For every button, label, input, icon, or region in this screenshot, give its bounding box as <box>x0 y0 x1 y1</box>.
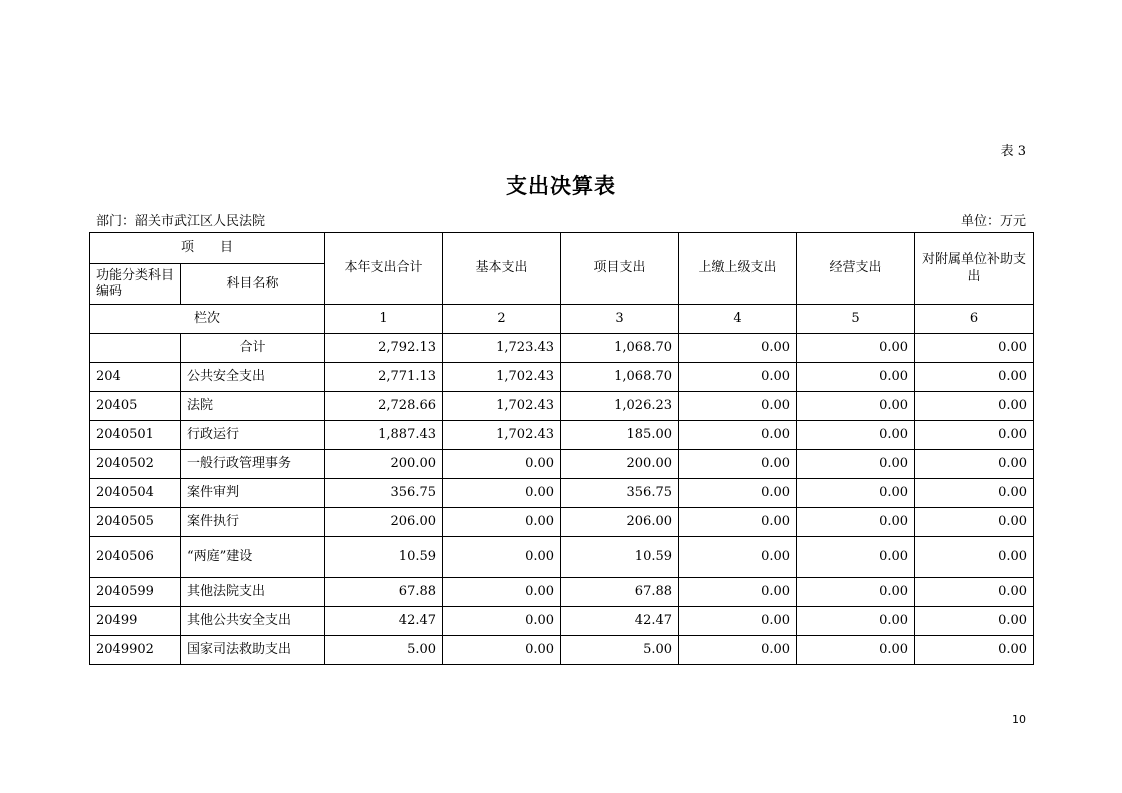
row-value: 0.00 <box>797 479 915 508</box>
row-value: 0.00 <box>915 479 1034 508</box>
row-value: 0.00 <box>915 421 1034 450</box>
row-value: 67.88 <box>561 578 679 607</box>
table-row <box>90 479 1034 508</box>
row-value: 67.88 <box>325 578 443 607</box>
table-body <box>90 334 1034 665</box>
row-value: 0.00 <box>915 508 1034 537</box>
header-col-2: 基本支出 <box>443 233 561 305</box>
department-label: 部门：韶关市武江区人民法院 <box>96 214 266 229</box>
row-name: 合计 <box>181 334 325 363</box>
header-column-index: 栏次 <box>90 305 325 334</box>
header-subject-name: 科目名称 <box>181 264 325 305</box>
row-value: 0.00 <box>679 334 797 363</box>
table-row <box>90 421 1034 450</box>
row-value: 0.00 <box>797 636 915 665</box>
row-value: 0.00 <box>797 334 915 363</box>
row-value: 0.00 <box>915 607 1034 636</box>
row-value: 200.00 <box>561 450 679 479</box>
row-value: 0.00 <box>679 421 797 450</box>
row-value: 0.00 <box>443 479 561 508</box>
row-value: 42.47 <box>325 607 443 636</box>
row-name: 一般行政管理事务 <box>181 450 325 479</box>
row-code: 20499 <box>90 607 181 636</box>
row-value: 5.00 <box>325 636 443 665</box>
header-col-6: 对附属单位补助支出 <box>915 233 1034 305</box>
row-value: 0.00 <box>797 578 915 607</box>
table-row <box>90 607 1034 636</box>
row-code: 2049902 <box>90 636 181 665</box>
row-value: 0.00 <box>679 450 797 479</box>
row-value: 0.00 <box>915 537 1034 578</box>
row-code: 20405 <box>90 392 181 421</box>
column-number: 1 <box>325 305 443 334</box>
row-name: 公共安全支出 <box>181 363 325 392</box>
table-number-label: 表 3 <box>1000 144 1026 159</box>
row-name: 其他法院支出 <box>181 578 325 607</box>
row-value: 0.00 <box>915 334 1034 363</box>
row-name: 其他公共安全支出 <box>181 607 325 636</box>
row-value: 1,702.43 <box>443 363 561 392</box>
row-value: 0.00 <box>679 636 797 665</box>
row-value: 1,723.43 <box>443 334 561 363</box>
table-row <box>90 636 1034 665</box>
row-name: 国家司法救助支出 <box>181 636 325 665</box>
row-value: 0.00 <box>915 636 1034 665</box>
row-value: 0.00 <box>679 607 797 636</box>
row-value: 0.00 <box>679 363 797 392</box>
header-func-code: 功能分类科目编码 <box>90 264 181 305</box>
row-value: 0.00 <box>679 479 797 508</box>
row-value: 0.00 <box>797 607 915 636</box>
table-row <box>90 578 1034 607</box>
row-value: 42.47 <box>561 607 679 636</box>
row-value: 0.00 <box>443 508 561 537</box>
row-value: 5.00 <box>561 636 679 665</box>
row-value: 10.59 <box>561 537 679 578</box>
row-value: 185.00 <box>561 421 679 450</box>
row-value: 206.00 <box>561 508 679 537</box>
row-code: 2040501 <box>90 421 181 450</box>
table-row <box>90 334 1034 363</box>
row-value: 1,026.23 <box>561 392 679 421</box>
table-row <box>90 392 1034 421</box>
row-value: 0.00 <box>915 392 1034 421</box>
row-value: 0.00 <box>797 392 915 421</box>
page-number: 10 <box>1012 713 1026 726</box>
row-value: 0.00 <box>915 450 1034 479</box>
column-number: 2 <box>443 305 561 334</box>
row-value: 356.75 <box>325 479 443 508</box>
header-col-1: 本年支出合计 <box>325 233 443 305</box>
row-value: 0.00 <box>915 363 1034 392</box>
row-value: 1,068.70 <box>561 334 679 363</box>
row-value: 0.00 <box>443 537 561 578</box>
header-item: 项 目 <box>90 233 325 264</box>
table-row <box>90 450 1034 479</box>
row-value: 0.00 <box>915 578 1034 607</box>
unit-label: 单位：万元 <box>960 214 1026 229</box>
row-code: 204 <box>90 363 181 392</box>
row-value: 1,887.43 <box>325 421 443 450</box>
row-value: 200.00 <box>325 450 443 479</box>
row-value: 0.00 <box>679 537 797 578</box>
row-value: 356.75 <box>561 479 679 508</box>
row-value: 10.59 <box>325 537 443 578</box>
row-code <box>90 334 181 363</box>
column-number: 5 <box>797 305 915 334</box>
row-value: 0.00 <box>443 450 561 479</box>
row-value: 2,792.13 <box>325 334 443 363</box>
page-title: 支出决算表 <box>506 174 616 198</box>
header-col-5: 经营支出 <box>797 233 915 305</box>
expenditure-table <box>89 232 1034 665</box>
row-value: 0.00 <box>679 392 797 421</box>
row-name: 案件审判 <box>181 479 325 508</box>
row-value: 0.00 <box>443 636 561 665</box>
row-code: 2040599 <box>90 578 181 607</box>
row-value: 0.00 <box>797 537 915 578</box>
row-code: 2040505 <box>90 508 181 537</box>
row-value: 0.00 <box>797 450 915 479</box>
column-number: 6 <box>915 305 1034 334</box>
row-value: 0.00 <box>443 578 561 607</box>
table-row <box>90 508 1034 537</box>
row-value: 1,702.43 <box>443 421 561 450</box>
row-name: 法院 <box>181 392 325 421</box>
row-value: 2,728.66 <box>325 392 443 421</box>
row-value: 0.00 <box>797 508 915 537</box>
row-value: 206.00 <box>325 508 443 537</box>
row-value: 0.00 <box>679 508 797 537</box>
row-name: “两庭”建设 <box>181 537 325 578</box>
table-row <box>90 537 1034 578</box>
row-value: 0.00 <box>443 607 561 636</box>
row-value: 0.00 <box>797 421 915 450</box>
row-name: 案件执行 <box>181 508 325 537</box>
row-value: 1,068.70 <box>561 363 679 392</box>
row-value: 2,771.13 <box>325 363 443 392</box>
column-number: 4 <box>679 305 797 334</box>
row-code: 2040504 <box>90 479 181 508</box>
row-code: 2040502 <box>90 450 181 479</box>
row-name: 行政运行 <box>181 421 325 450</box>
header-col-4: 上缴上级支出 <box>679 233 797 305</box>
row-value: 0.00 <box>679 578 797 607</box>
row-value: 0.00 <box>797 363 915 392</box>
header-col-3: 项目支出 <box>561 233 679 305</box>
row-value: 1,702.43 <box>443 392 561 421</box>
row-code: 2040506 <box>90 537 181 578</box>
column-number: 3 <box>561 305 679 334</box>
table-row <box>90 363 1034 392</box>
